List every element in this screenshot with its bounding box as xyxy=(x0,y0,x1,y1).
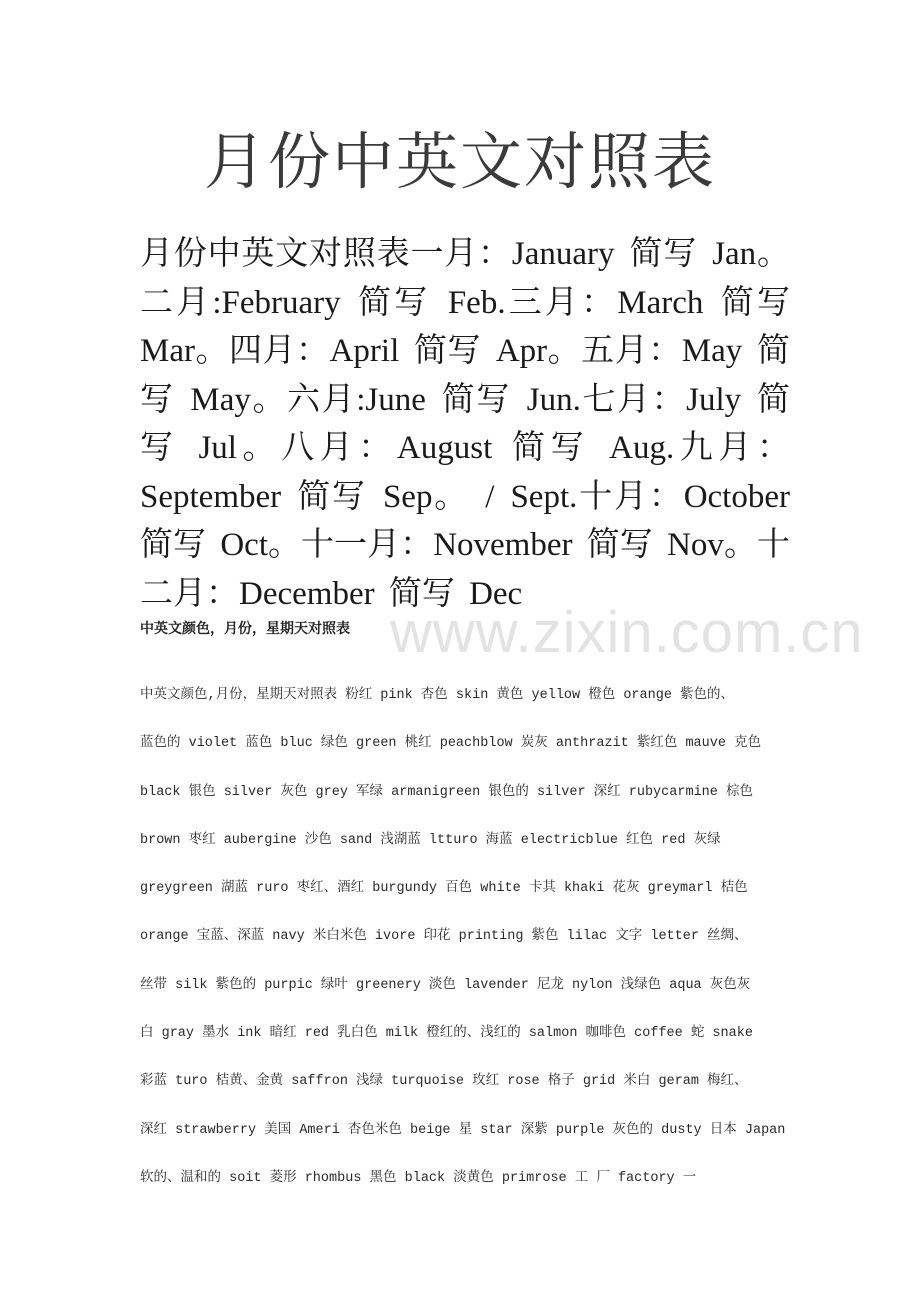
body-line: black 银色 silver 灰色 grey 军绿 armanigreen 银色的 silver 深红 rubycarmine 棕色 xyxy=(140,784,753,800)
body-line: 丝带 silk 紫色的 purpic 绿叶 greenery 淡色 lavender 尼龙 nylon 浅绿色 aqua 灰色灰 xyxy=(140,977,751,993)
body-line: 软的、温和的 soit 菱形 rhombus 黑色 black 淡黄色 primrose 工 厂 factory 一 xyxy=(140,1170,697,1186)
page-title: 月份中英文对照表 xyxy=(203,125,716,198)
body-line: 深红 strawberry 美国 Ameri 杏色米色 beige 星 star 深紫 purple 灰色的 dusty 日本 Japan xyxy=(140,1122,786,1138)
body-line: 彩蓝 turo 桔黄、金黄 saffron 浅绿 turquoise 玫红 rose 格子 grid 米白 geram 梅红、 xyxy=(140,1074,748,1090)
body-line: 中英文颜色,月份，星期天对照表 粉红 pink 杏色 skin 黄色 yellow 橙色 orange 紫色的、 xyxy=(140,688,735,703)
body-text xyxy=(140,672,830,1203)
watermark: www.zixin.com.cn xyxy=(390,600,864,665)
section-subheading: 中英文颜色，月份，星期天对照表 xyxy=(140,620,350,636)
body-line: greygreen 湖蓝 ruro 枣红、酒红 burgundy 百色 white 卡其 khaki 花灰 greymarl 桔色 xyxy=(140,881,748,897)
body-line: 蓝色的 violet 蓝色 bluc 绿色 green 桃红 peachblow 炭灰 anthrazit 紫红色 mauve 克色 xyxy=(140,736,762,752)
body-line: brown 枣红 aubergine 沙色 sand 浅湖蓝 ltturo 海蓝 electricblue 红色 red 灰绿 xyxy=(140,832,721,848)
lead-paragraph: 月份中英文对照表一月：January 简写 Jan。二月:February 简写 Feb.三月：March 简写 Mar。四月：April 简写 Apr。五月：May 简写 May。六月:June 简写 Jun.七月：July 简写 Jul。八月：August 简写 Aug.九月：September 简写 Sep。 / Sept.十月：October 简写 Oct。十一月：November 简写 Nov。十二月：December 简写 Dec xyxy=(140,236,790,612)
body-line: orange 宝蓝、深蓝 navy 米白米色 ivore 印花 printing 紫色 lilac 文字 letter 丝绸、 xyxy=(140,929,748,945)
body-line: 白 gray 墨水 ink 暗红 red 乳白色 milk 橙红的、浅红的 salmon 咖啡色 coffee 蛇 snake xyxy=(140,1026,753,1042)
